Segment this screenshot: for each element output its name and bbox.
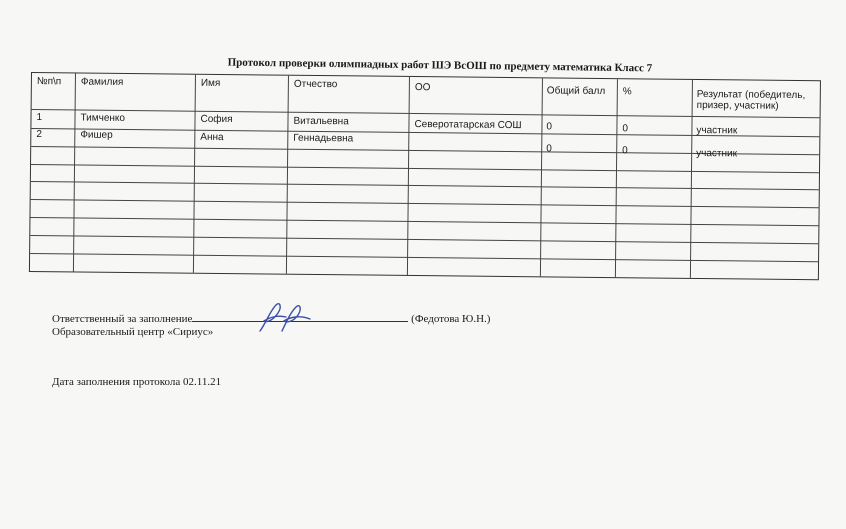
row1-num: 1 bbox=[36, 112, 43, 124]
row1-result: участник bbox=[696, 124, 738, 137]
header-score: Общий балл bbox=[546, 85, 606, 98]
organization-name: Образовательный центр «Сириус» bbox=[52, 326, 214, 338]
protocol-title: Протокол проверки олимпиадных работ ШЭ ВсОШ по предмету математика Класс 7 bbox=[227, 56, 653, 75]
org-merged: Северотатарская СОШ bbox=[414, 119, 522, 132]
header-org: ОО bbox=[414, 82, 431, 94]
header-patronymic: Отчество bbox=[293, 78, 338, 91]
results-table bbox=[29, 72, 821, 280]
responsible-name: (Федотова Ю.Н.) bbox=[411, 313, 491, 325]
row2-patronymic: Геннадьевна bbox=[293, 132, 354, 145]
row1-percent: 0 bbox=[622, 123, 629, 135]
header-last-name: Фамилия bbox=[80, 76, 124, 88]
row2-score: 0 bbox=[546, 143, 552, 155]
row2-first-name: Анна bbox=[200, 131, 224, 144]
row1-last-name: Тимченко bbox=[80, 112, 126, 124]
row2-num: 2 bbox=[36, 129, 42, 141]
header-result: Результат (победитель, призер, участник) bbox=[696, 88, 806, 112]
row2-last-name: Фишер bbox=[80, 129, 113, 141]
row1-score: 0 bbox=[546, 121, 553, 133]
header-first-name: Имя bbox=[200, 77, 221, 89]
fill-date: Дата заполнения протокола 02.11.21 bbox=[52, 376, 222, 388]
row1-first-name: София bbox=[200, 113, 233, 126]
row2-result: участник bbox=[696, 147, 738, 160]
row1-patronymic: Витальевна bbox=[293, 115, 349, 128]
header-num: №п\п bbox=[36, 76, 62, 88]
row2-percent: 0 bbox=[622, 145, 628, 157]
handwritten-signature bbox=[256, 301, 312, 335]
header-percent: % bbox=[622, 86, 632, 98]
responsible-label: Ответственный за заполнение bbox=[52, 313, 193, 325]
